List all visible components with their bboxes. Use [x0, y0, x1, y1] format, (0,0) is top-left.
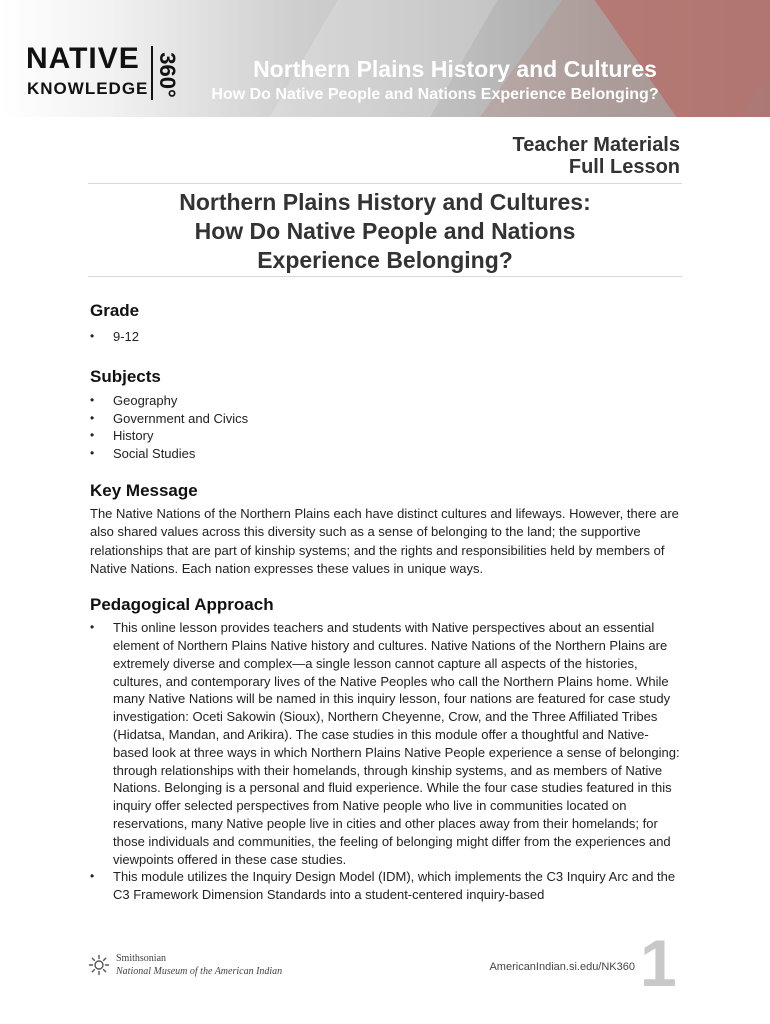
smithsonian-logo[interactable]	[88, 952, 298, 982]
header-banner	[0, 0, 770, 117]
subjects-section	[90, 366, 682, 463]
section-heading: Subjects	[90, 366, 161, 386]
list-item: • This online lesson provides teachers and students with Native perspectives about an essential element of Northern Plains Native history and cultures. Native Nations of the Northern Plains are extremely diverse and complex—a single lesson cannot capture all aspects of the histories, cultures, and contemporary lives of the Native Peoples who call the Northern Plains home. While many Native Nations will be named in this inquiry lesson, four nations are featured for case study investigation: Oceti Sakowin (Sioux), Northern Cheyenne, Crow, and the Three Affiliated Tribes (Hidatsa, Mandan, and Arikira). The case studies in this module offer a thoughtful and Native-based look at three ways in which Northern Plains Native People experience a sense of belonging: through relationships with their homelands, through kinship systems, and as members of Native Nations. Belonging is a personal and fluid experience. While the four case studies featured in this inquiry offer selected perspectives from Native people who live in communities located on reservations, many Native people live in cities and other places away from their homelands; for those individuals and communities, the feeling of belonging might differ from the experiences and viewpoints offered in these case studies.	[90, 619, 682, 868]
list-item: • This module utilizes the Inquiry Design Model (IDM), which implements the C3 Inquiry Arc and the C3 Framework Dimension Standards into a student-centered inquiry-based	[90, 868, 682, 904]
page-title-line: Northern Plains History and Cultures:	[179, 189, 591, 215]
document-type-line: Teacher Materials	[512, 134, 680, 156]
document-type	[513, 134, 681, 178]
banner-subtitle: How Do Native People and Nations Experience Belonging?	[211, 86, 659, 103]
lesson-content	[90, 300, 682, 904]
museum-name: National Museum of the American Indian	[116, 966, 283, 977]
section-heading: Key Message	[90, 480, 198, 500]
page-number: 1	[640, 926, 677, 1000]
grade-section	[90, 300, 682, 346]
pedagogical-list	[90, 619, 682, 904]
footer-url-link[interactable]: AmericanIndian.si.edu/NK360	[489, 961, 635, 973]
logo-knowledge-text: KNOWLEDGE	[27, 79, 149, 98]
divider	[88, 276, 682, 277]
native-knowledge-logo[interactable]	[26, 42, 180, 104]
pedagogical-section	[90, 594, 682, 904]
key-message-section	[90, 480, 682, 578]
list-item: • History	[90, 427, 682, 445]
list-item: • 9-12	[90, 328, 682, 346]
page-title-line: Experience Belonging?	[257, 247, 513, 273]
page-title-line: How Do Native People and Nations	[194, 218, 576, 244]
document-type-line: Full Lesson	[568, 156, 680, 178]
list-item: • Social Studies	[90, 445, 682, 463]
grade-list	[90, 328, 682, 346]
logo-360-text: 360°	[154, 52, 180, 98]
banner-title: Northern Plains History and Cultures	[253, 56, 657, 82]
subjects-list	[90, 392, 682, 463]
list-item: • Government and Civics	[90, 410, 682, 428]
sun-seal-icon	[88, 954, 110, 976]
page-title	[88, 188, 682, 275]
logo-native-text: NATIVE	[26, 42, 140, 75]
org-name: Smithsonian	[116, 953, 167, 964]
divider	[88, 183, 682, 184]
key-message-text: The Native Nations of the Northern Plains each have distinct cultures and lifeways. However, there are also shared values across this diversity such as a sense of belonging to the land; the supportive relationships that are part of kinship systems; and the rights and responsibilities held by members of Native Nations. Each nation expresses these values in unique ways.	[90, 505, 679, 576]
section-heading: Pedagogical Approach	[90, 595, 274, 615]
section-heading: Grade	[90, 301, 140, 320]
list-item: • Geography	[90, 392, 682, 410]
logo-divider	[151, 46, 153, 100]
